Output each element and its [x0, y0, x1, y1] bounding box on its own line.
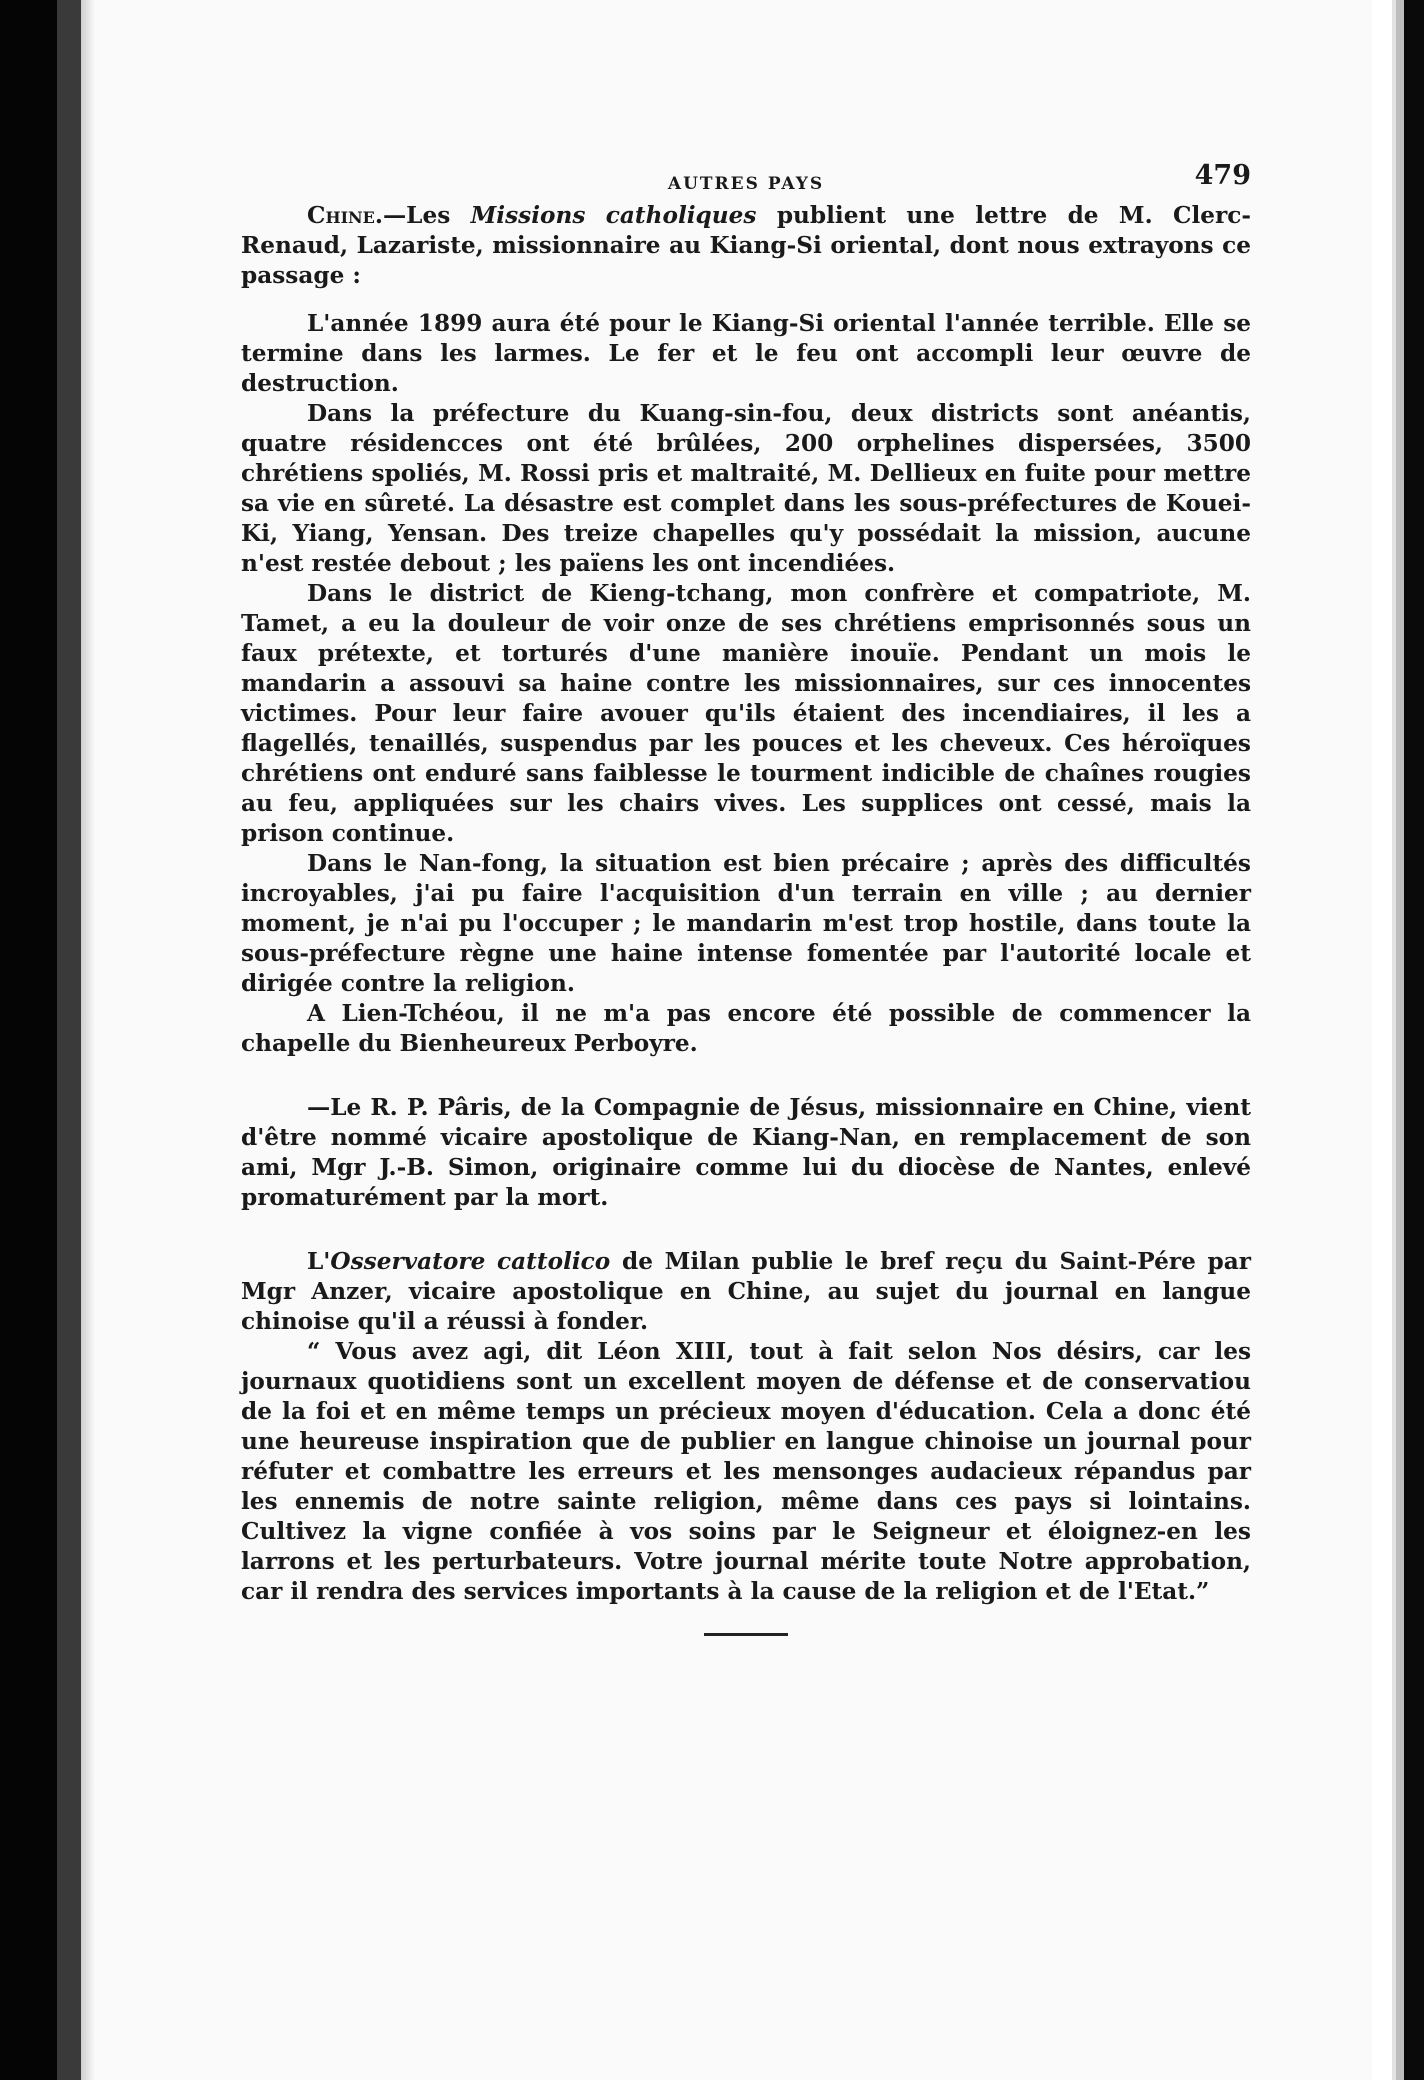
page-content [241, 155, 1251, 1636]
scan-right-border [1404, 0, 1424, 2080]
paragraph-text: —Les [382, 202, 471, 229]
paragraph-lien-tcheou: A Lien-Tchéou, il ne m'a pas encore été possible de commencer la chapelle du Bienheureux Perboyre. [241, 1000, 1251, 1057]
book-page [81, 0, 1372, 2080]
italic-title: Osservatore cattolico [330, 1248, 611, 1275]
closing-rule [704, 1633, 788, 1636]
paragraph-text: L' [307, 1248, 331, 1275]
paragraph-kuang-sin-fou: Dans la préfecture du Kuang-sin-fou, deux districts sont anéantis, quatre résidencces ont été brûlées, 200 orphelines dispersées, 3500 chrétiens spoliés, M. Rossi pris et maltraité, M. Dellieux en fuite pour mettre sa vie en sûreté. La désastre est complet dans les sous-préfectures de Kouei-Ki, Yiang, Yensan. Des treize chapelles qu'y possédait la mission, aucune n'est restée debout ; les païens les ont incendiées. [241, 400, 1251, 577]
paragraph-leon-xiii-quote: “ Vous avez agi, dit Léon XIII, tout à fait selon Nos désirs, car les journaux quotidiens sont un excellent moyen de défense et de conservatiou de la foi et en même temps un précieux moyen d'éducation. Cela a donc été une heureuse inspiration que de publier en langue chinoise un journal pour réfuter et combattre les erreurs et les mensonges audacieux répandus par les ennemis de notre sainte religion, même dans ces pays si lointains. Cultivez la vigne confiée à vos soins par le Seigneur et éloignez-en les larrons et les perturbateurs. Votre journal mérite toute Notre approbation, car il rendra des services importants à la cause de la religion et de l'Etat.” [241, 1338, 1251, 1605]
paragraph-text: publient une lettre de M. Clerc-Renaud, Lazariste, missionnaire au Kiang-Si oriental, dont nous extrayons ce passage : [241, 202, 1251, 289]
paragraph-text: de Milan publie le bref reçu du Saint-Pére par Mgr Anzer, vicaire apostolique en Chine, au sujet du journal en langue chinoise qu'il a réussi à fonder. [241, 1248, 1251, 1335]
italic-title: Missions catholiques [470, 202, 757, 229]
paragraph-chine-intro [241, 201, 1251, 291]
paragraph-quote-1899: L'année 1899 aura été pour le Kiang-Si oriental l'année terrible. Elle se termine dans les larmes. Le fer et le feu ont accompli leur œuvre de destruction. [241, 310, 1251, 397]
running-head [241, 155, 1251, 195]
paragraph-osservatore [241, 1247, 1251, 1337]
paragraph-nan-fong: Dans le Nan-fong, la situation est bien précaire ; après des difficultés incroyables, j'ai pu faire l'acquisition d'un terrain en ville ; au dernier moment, je n'ai pu l'occuper ; le mandarin m'est trop hostile, dans toute la sous-préfecture règne une haine intense fomentée par l'autorité locale et dirigée contre la religion. [241, 850, 1251, 997]
section-lead-chine: Chine. [307, 202, 383, 229]
running-title: AUTRES PAYS [667, 174, 825, 194]
scan-right-edge [1396, 0, 1404, 2080]
scan-page-edge [57, 0, 81, 2080]
paragraph-kieng-tchang: Dans le district de Kieng-tchang, mon confrère et compatriote, M. Tamet, a eu la douleur de voir onze de ses chrétiens emprisonnés sous un faux prétexte, et torturés d'une manière inouïe. Pendant un mois le mandarin a assouvi sa haine contre les missionnaires, sur ces innocentes victimes. Pour leur faire avouer qu'ils étaient des incendiaires, il les a flagellés, tenaillés, suspendus par les pouces et les cheveux. Ces héroïques chrétiens ont enduré sans faiblesse le tourment indicible de chaînes rougies au feu, appliquées sur les chairs vives. Les supplices ont cessé, mais la prison continue. [241, 580, 1251, 847]
page-number: 479 [1194, 160, 1251, 191]
scan-left-border [0, 0, 57, 2080]
paragraph-paris-nomination: —Le R. P. Pâris, de la Compagnie de Jésus, missionnaire en Chine, vient d'être nommé vicaire apostolique de Kiang-Nan, en remplacement de son ami, Mgr J.-B. Simon, originaire comme lui du diocèse de Nantes, enlevé promaturément par la mort. [241, 1094, 1251, 1211]
